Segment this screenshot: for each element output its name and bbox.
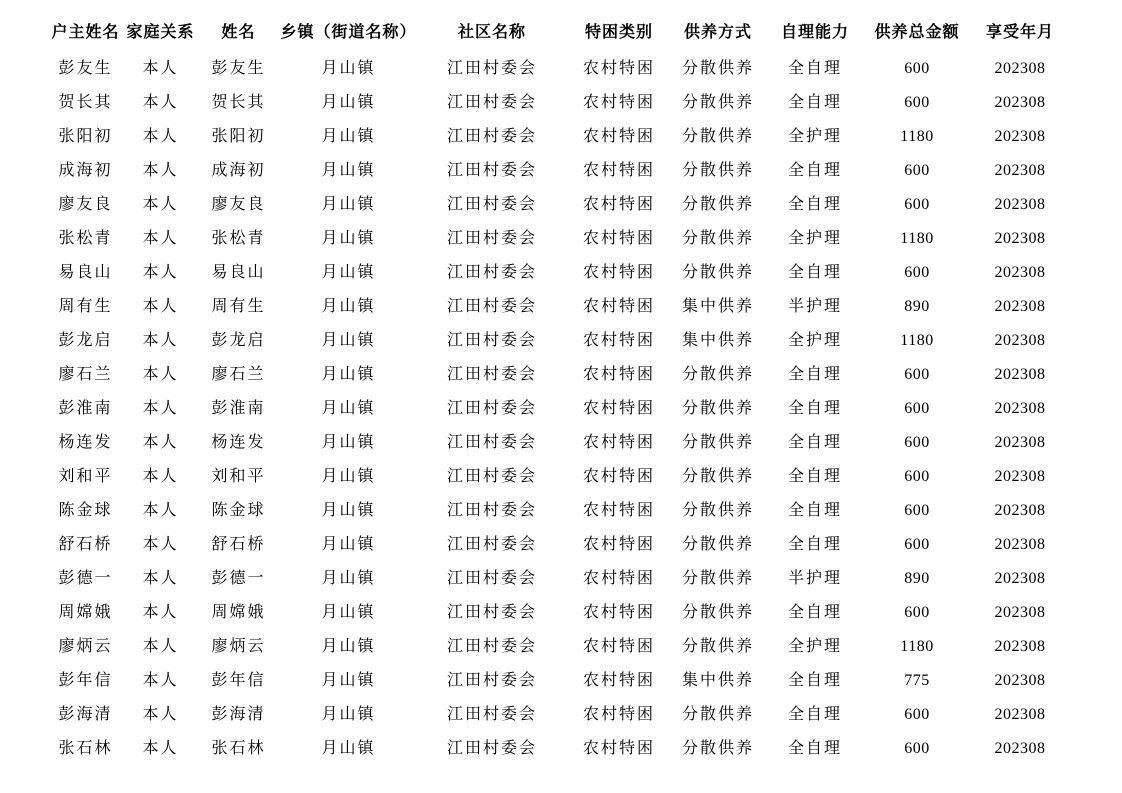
table-cell: 全自理	[787, 196, 842, 213]
table-cell: 全自理	[787, 468, 842, 485]
table-cell: 全自理	[787, 706, 842, 723]
table-cell: 半护理	[787, 298, 842, 315]
table-cell: 分散供养	[681, 638, 754, 655]
table-cell: 600	[904, 468, 930, 485]
column-header-community: 社区名称	[457, 24, 526, 41]
table-cell: 本人	[142, 298, 179, 315]
table-cell: 分散供养	[681, 706, 754, 723]
table-cell: 廖炳云	[58, 638, 113, 655]
table-cell: 分散供养	[681, 366, 754, 383]
table-cell: 江田村委会	[446, 604, 537, 621]
table-row	[48, 698, 1072, 732]
table-cell: 分散供养	[681, 400, 754, 417]
table-cell: 易良山	[58, 264, 113, 281]
table-cell: 月山镇	[321, 400, 376, 417]
table-cell: 彭年信	[58, 672, 113, 689]
table-cell: 月山镇	[321, 536, 376, 553]
table-cell: 陈金球	[211, 502, 266, 519]
table-cell: 202308	[994, 706, 1046, 723]
table-cell: 张石林	[58, 740, 113, 757]
table-cell: 202308	[994, 366, 1046, 383]
table-row	[48, 392, 1072, 426]
table-cell: 202308	[994, 502, 1046, 519]
table-cell: 600	[904, 94, 930, 111]
table-cell: 江田村委会	[446, 468, 537, 485]
column-header-selfcare-ability: 自理能力	[780, 24, 849, 41]
table-cell: 202308	[994, 264, 1046, 281]
table-cell: 600	[904, 264, 930, 281]
table-cell: 周嫦娥	[211, 604, 266, 621]
table-row	[48, 52, 1072, 86]
table-cell: 202308	[994, 230, 1046, 247]
table-cell: 全自理	[787, 400, 842, 417]
table-cell: 本人	[142, 162, 179, 179]
table-cell: 202308	[994, 434, 1046, 451]
table-row	[48, 460, 1072, 494]
table-row	[48, 494, 1072, 528]
table-cell: 张松青	[58, 230, 113, 247]
table-cell: 全护理	[787, 230, 842, 247]
table-cell: 775	[904, 672, 930, 689]
table-cell: 本人	[142, 570, 179, 587]
table-cell: 600	[904, 366, 930, 383]
table-cell: 分散供养	[681, 60, 754, 77]
table-cell: 分散供养	[681, 264, 754, 281]
table-row	[48, 426, 1072, 460]
table-cell: 廖石兰	[58, 366, 113, 383]
table-cell: 廖炳云	[211, 638, 266, 655]
table-cell: 农村特困	[582, 502, 655, 519]
table-cell: 分散供养	[681, 230, 754, 247]
table-cell: 本人	[142, 366, 179, 383]
table-cell: 江田村委会	[446, 570, 537, 587]
table-cell: 集中供养	[681, 298, 754, 315]
table-cell: 江田村委会	[446, 706, 537, 723]
table-cell: 600	[904, 162, 930, 179]
table-cell: 202308	[994, 468, 1046, 485]
table-cell: 月山镇	[321, 604, 376, 621]
table-cell: 本人	[142, 332, 179, 349]
table-cell: 江田村委会	[446, 230, 537, 247]
table-cell: 周嫦娥	[58, 604, 113, 621]
table-cell: 廖友良	[211, 196, 266, 213]
table-cell: 彭龙启	[58, 332, 113, 349]
table-cell: 分散供养	[681, 196, 754, 213]
table-cell: 分散供养	[681, 162, 754, 179]
table-row	[48, 664, 1072, 698]
table-cell: 陈金球	[58, 502, 113, 519]
table-cell: 1180	[900, 128, 934, 145]
table-cell: 202308	[994, 128, 1046, 145]
table-cell: 廖石兰	[211, 366, 266, 383]
table-cell: 刘和平	[58, 468, 113, 485]
table-cell: 分散供养	[681, 94, 754, 111]
table-cell: 农村特困	[582, 468, 655, 485]
table-cell: 月山镇	[321, 162, 376, 179]
table-cell: 月山镇	[321, 740, 376, 757]
table-cell: 月山镇	[321, 298, 376, 315]
table-cell: 刘和平	[211, 468, 266, 485]
column-header-name: 姓名	[221, 24, 256, 41]
table-cell: 分散供养	[681, 604, 754, 621]
table-cell: 易良山	[211, 264, 266, 281]
table-cell: 202308	[994, 638, 1046, 655]
column-header-township: 乡镇（街道名称）	[280, 24, 417, 41]
table-cell: 江田村委会	[446, 672, 537, 689]
table-cell: 202308	[994, 740, 1046, 757]
table-cell: 彭德一	[211, 570, 266, 587]
table-cell: 农村特困	[582, 434, 655, 451]
table-cell: 1180	[900, 332, 934, 349]
table-cell: 本人	[142, 638, 179, 655]
table-cell: 江田村委会	[446, 332, 537, 349]
table-cell: 202308	[994, 536, 1046, 553]
table-row	[48, 358, 1072, 392]
table-cell: 本人	[142, 434, 179, 451]
table-row	[48, 528, 1072, 562]
table-cell: 本人	[142, 264, 179, 281]
table-cell: 江田村委会	[446, 740, 537, 757]
table-cell: 张阳初	[58, 128, 113, 145]
table-cell: 月山镇	[321, 196, 376, 213]
table-cell: 600	[904, 536, 930, 553]
table-cell: 本人	[142, 196, 179, 213]
table-cell: 202308	[994, 604, 1046, 621]
table-cell: 全护理	[787, 128, 842, 145]
table-cell: 202308	[994, 162, 1046, 179]
table-cell: 600	[904, 740, 930, 757]
table-cell: 全自理	[787, 502, 842, 519]
table-cell: 全护理	[787, 638, 842, 655]
table-cell: 全自理	[787, 60, 842, 77]
table-cell: 江田村委会	[446, 434, 537, 451]
table-cell: 农村特困	[582, 400, 655, 417]
table-cell: 彭年信	[211, 672, 266, 689]
table-cell: 月山镇	[321, 570, 376, 587]
table-cell: 月山镇	[321, 230, 376, 247]
table-cell: 农村特困	[582, 230, 655, 247]
table-cell: 全自理	[787, 604, 842, 621]
table-cell: 月山镇	[321, 468, 376, 485]
table-cell: 600	[904, 706, 930, 723]
table-cell: 江田村委会	[446, 162, 537, 179]
table-row	[48, 596, 1072, 630]
table-cell: 月山镇	[321, 672, 376, 689]
table-cell: 贺长其	[58, 94, 113, 111]
table-row	[48, 188, 1072, 222]
table-cell: 本人	[142, 60, 179, 77]
table-cell: 202308	[994, 400, 1046, 417]
table-cell: 江田村委会	[446, 94, 537, 111]
table-cell: 农村特困	[582, 638, 655, 655]
table-cell: 江田村委会	[446, 366, 537, 383]
table-cell: 分散供养	[681, 740, 754, 757]
table-cell: 集中供养	[681, 332, 754, 349]
table-cell: 农村特困	[582, 706, 655, 723]
table-cell: 杨连发	[211, 434, 266, 451]
table-cell: 彭淮南	[211, 400, 266, 417]
table-cell: 彭友生	[211, 60, 266, 77]
table-cell: 农村特困	[582, 332, 655, 349]
table-cell: 分散供养	[681, 536, 754, 553]
table-cell: 本人	[142, 400, 179, 417]
table-cell: 廖友良	[58, 196, 113, 213]
table-cell: 杨连发	[58, 434, 113, 451]
table-cell: 月山镇	[321, 264, 376, 281]
table-cell: 彭德一	[58, 570, 113, 587]
table-cell: 月山镇	[321, 94, 376, 111]
table-cell: 农村特困	[582, 604, 655, 621]
table-cell: 江田村委会	[446, 536, 537, 553]
table-cell: 600	[904, 196, 930, 213]
table-cell: 月山镇	[321, 60, 376, 77]
table-cell: 分散供养	[681, 468, 754, 485]
table-cell: 本人	[142, 128, 179, 145]
table-cell: 本人	[142, 706, 179, 723]
table-cell: 农村特困	[582, 60, 655, 77]
table-cell: 月山镇	[321, 706, 376, 723]
table-cell: 农村特困	[582, 196, 655, 213]
table-cell: 202308	[994, 570, 1046, 587]
table-cell: 本人	[142, 536, 179, 553]
table-cell: 月山镇	[321, 638, 376, 655]
table-cell: 本人	[142, 672, 179, 689]
table-cell: 农村特困	[582, 366, 655, 383]
table-cell: 江田村委会	[446, 264, 537, 281]
table-cell: 半护理	[787, 570, 842, 587]
table-cell: 张阳初	[211, 128, 266, 145]
table-cell: 1180	[900, 230, 934, 247]
column-header-support-method: 供养方式	[683, 24, 752, 41]
table-cell: 全护理	[787, 332, 842, 349]
table-cell: 全自理	[787, 94, 842, 111]
table-cell: 890	[904, 570, 930, 587]
table-cell: 月山镇	[321, 128, 376, 145]
table-cell: 农村特困	[582, 536, 655, 553]
table-header-row	[48, 14, 1072, 52]
table-cell: 全自理	[787, 162, 842, 179]
table-cell: 全自理	[787, 536, 842, 553]
table-body	[48, 52, 1072, 766]
table-cell: 本人	[142, 604, 179, 621]
table-cell: 成海初	[58, 162, 113, 179]
table-cell: 江田村委会	[446, 196, 537, 213]
table-cell: 1180	[900, 638, 934, 655]
table-cell: 江田村委会	[446, 128, 537, 145]
table-cell: 舒石桥	[211, 536, 266, 553]
table-cell: 江田村委会	[446, 502, 537, 519]
table-cell: 600	[904, 502, 930, 519]
table-cell: 农村特困	[582, 264, 655, 281]
table-cell: 江田村委会	[446, 60, 537, 77]
table-cell: 全自理	[787, 264, 842, 281]
table-cell: 彭龙启	[211, 332, 266, 349]
table-cell: 月山镇	[321, 332, 376, 349]
table-cell: 890	[904, 298, 930, 315]
table-cell: 彭友生	[58, 60, 113, 77]
table-cell: 张石林	[211, 740, 266, 757]
table-row	[48, 562, 1072, 596]
table-cell: 600	[904, 604, 930, 621]
table-cell: 周有生	[58, 298, 113, 315]
table-cell: 农村特困	[582, 128, 655, 145]
table-row	[48, 324, 1072, 358]
table-cell: 张松青	[211, 230, 266, 247]
table-cell: 集中供养	[681, 672, 754, 689]
table-row	[48, 630, 1072, 664]
column-header-benefit-month: 享受年月	[985, 24, 1054, 41]
table-cell: 分散供养	[681, 570, 754, 587]
table-row	[48, 290, 1072, 324]
column-header-family-relation: 家庭关系	[126, 24, 195, 41]
table-row	[48, 120, 1072, 154]
table-row	[48, 222, 1072, 256]
table-cell: 江田村委会	[446, 638, 537, 655]
table-cell: 农村特困	[582, 570, 655, 587]
table-cell: 202308	[994, 94, 1046, 111]
column-header-total-amount: 供养总金额	[874, 24, 960, 41]
document-page	[0, 14, 1122, 793]
table-cell: 202308	[994, 196, 1046, 213]
table-cell: 月山镇	[321, 366, 376, 383]
table-cell: 202308	[994, 332, 1046, 349]
table-cell: 全自理	[787, 672, 842, 689]
table-cell: 江田村委会	[446, 400, 537, 417]
table-cell: 周有生	[211, 298, 266, 315]
table-cell: 全自理	[787, 366, 842, 383]
table-cell: 分散供养	[681, 502, 754, 519]
table-cell: 本人	[142, 230, 179, 247]
table-cell: 农村特困	[582, 298, 655, 315]
table-cell: 600	[904, 400, 930, 417]
table-cell: 农村特困	[582, 672, 655, 689]
table-cell: 农村特困	[582, 740, 655, 757]
table-cell: 分散供养	[681, 128, 754, 145]
benefits-table	[48, 14, 1072, 766]
table-cell: 600	[904, 434, 930, 451]
column-header-household-head: 户主姓名	[51, 24, 120, 41]
table-cell: 农村特困	[582, 162, 655, 179]
table-row	[48, 154, 1072, 188]
table-cell: 月山镇	[321, 434, 376, 451]
table-cell: 彭海清	[58, 706, 113, 723]
table-cell: 月山镇	[321, 502, 376, 519]
column-header-hardship-category: 特困类别	[584, 24, 653, 41]
table-cell: 202308	[994, 298, 1046, 315]
table-cell: 彭淮南	[58, 400, 113, 417]
table-cell: 舒石桥	[58, 536, 113, 553]
table-cell: 农村特困	[582, 94, 655, 111]
table-cell: 彭海清	[211, 706, 266, 723]
table-cell: 全自理	[787, 740, 842, 757]
table-cell: 分散供养	[681, 434, 754, 451]
table-cell: 600	[904, 60, 930, 77]
table-cell: 全自理	[787, 434, 842, 451]
table-row	[48, 86, 1072, 120]
table-cell: 202308	[994, 672, 1046, 689]
table-cell: 202308	[994, 60, 1046, 77]
table-cell: 成海初	[211, 162, 266, 179]
table-cell: 贺长其	[211, 94, 266, 111]
table-cell: 本人	[142, 740, 179, 757]
table-row	[48, 256, 1072, 290]
table-row	[48, 732, 1072, 766]
table-cell: 本人	[142, 502, 179, 519]
table-cell: 江田村委会	[446, 298, 537, 315]
table-cell: 本人	[142, 468, 179, 485]
table-cell: 本人	[142, 94, 179, 111]
